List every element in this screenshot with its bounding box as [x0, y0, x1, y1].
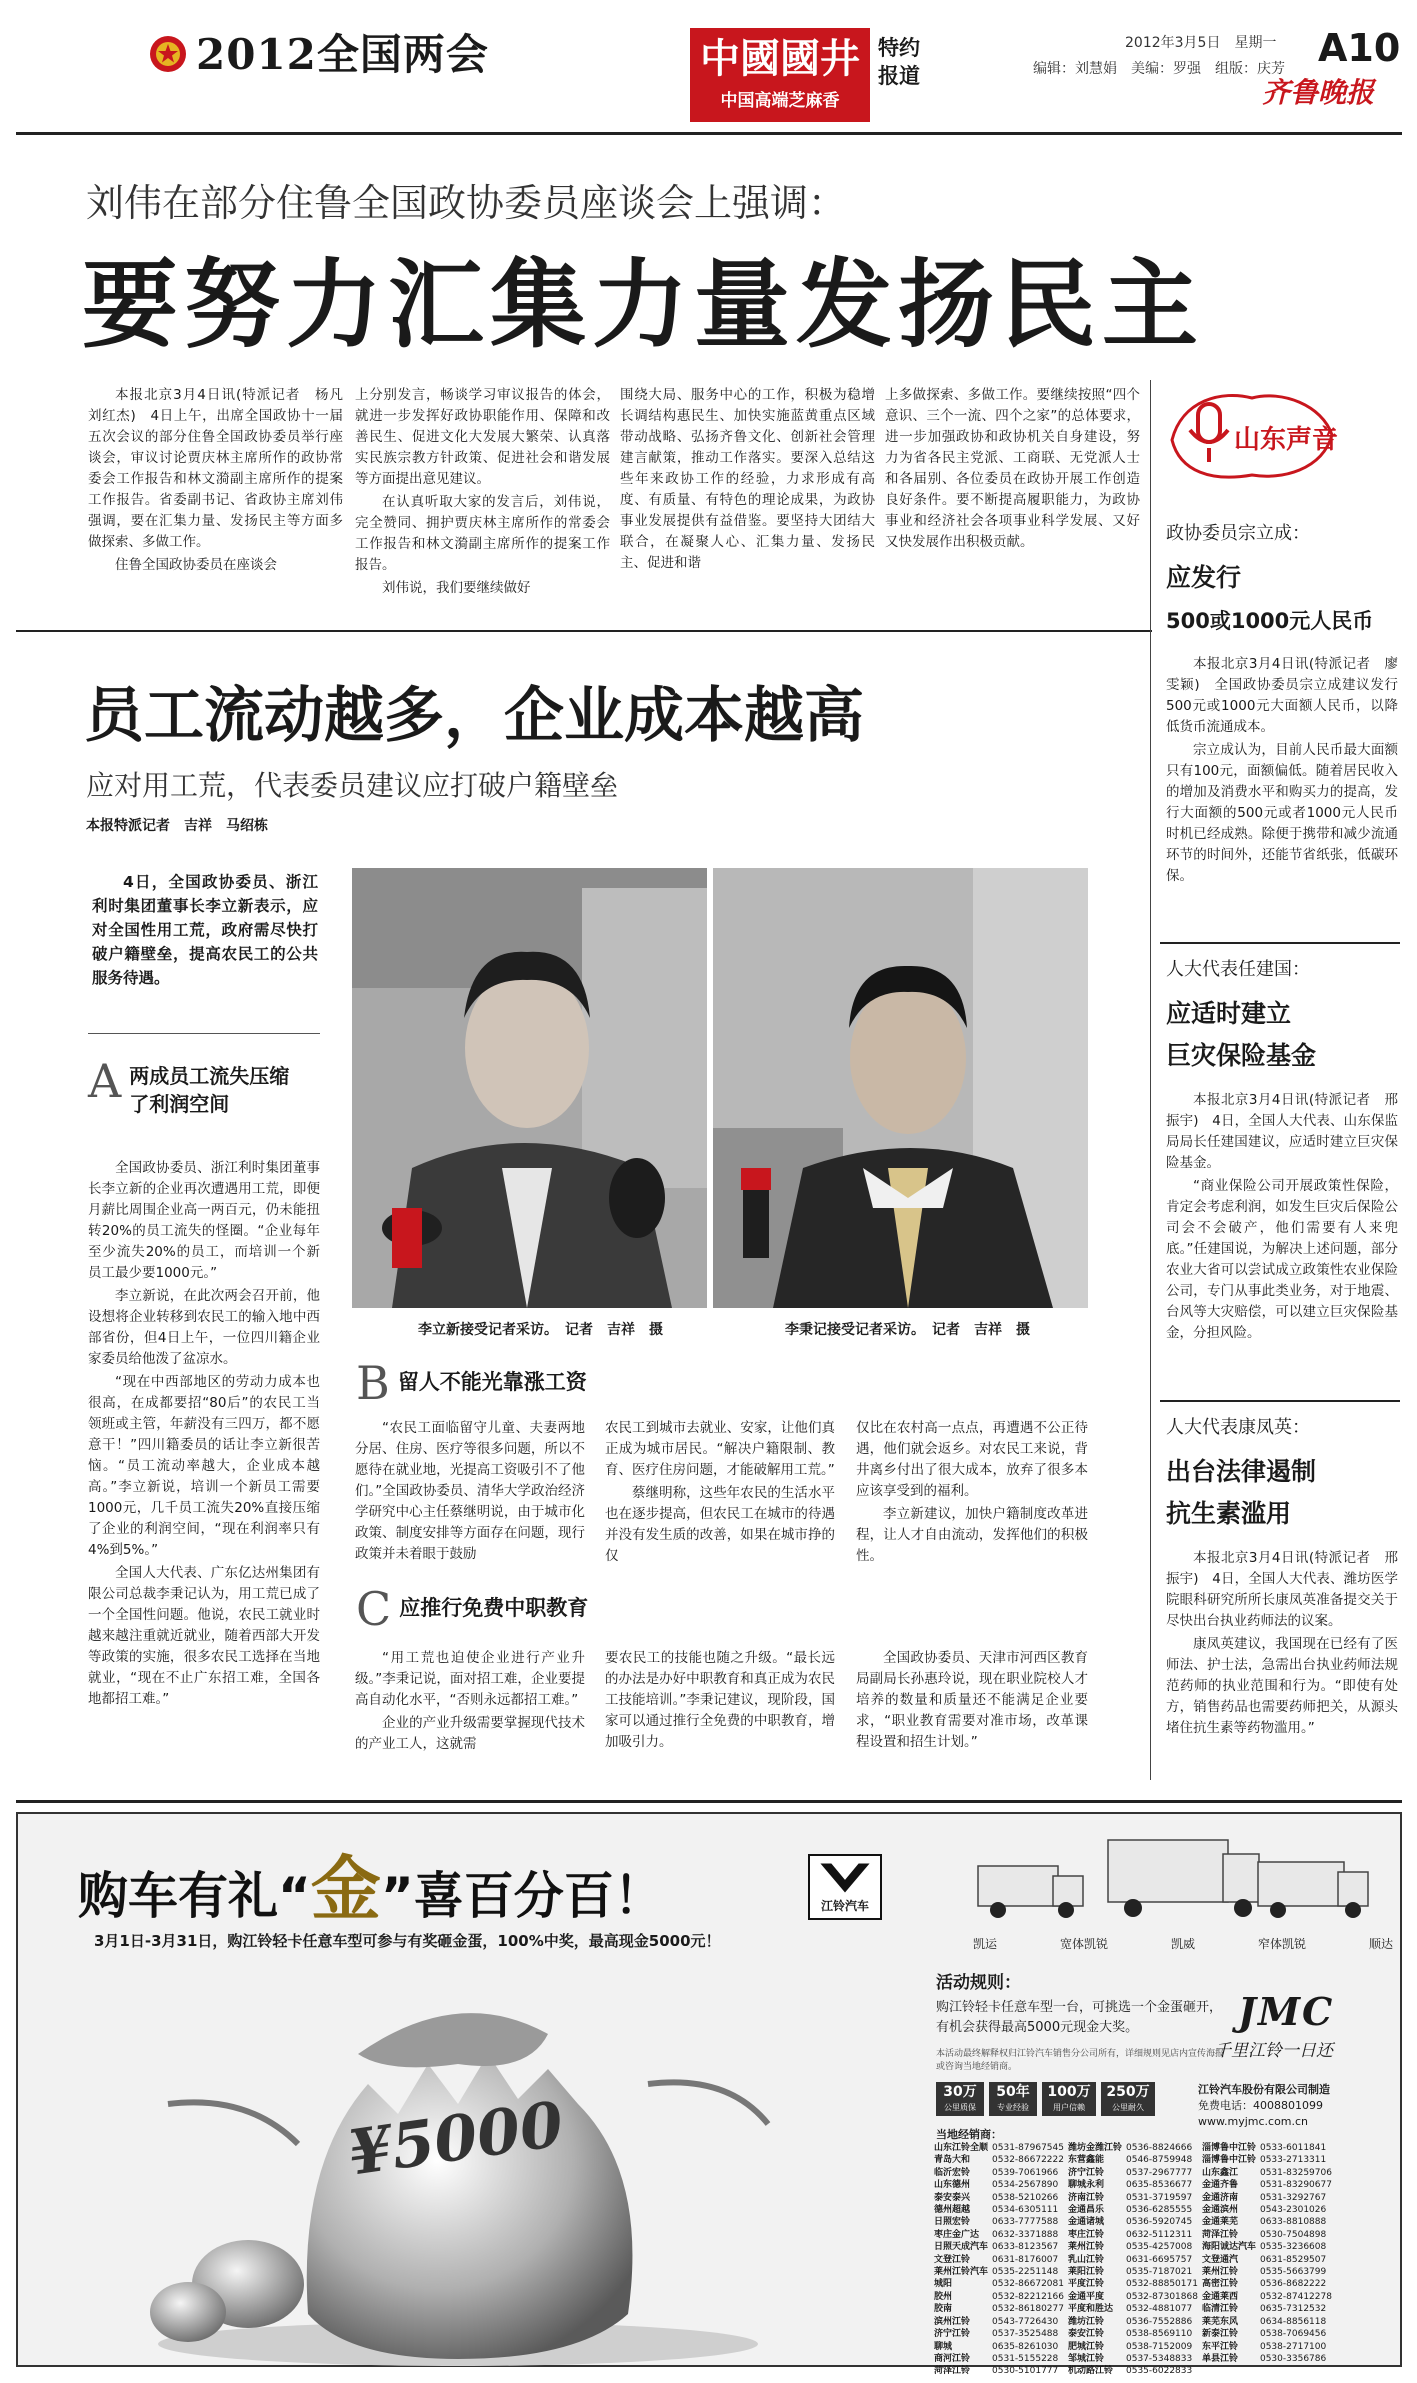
- dealer-phone: 0536-6285555: [1126, 2205, 1193, 2216]
- sidebar-item-3-p2: 康凤英建议，我国现在已经有了医师法、护士法，急需出台执业药师法规范药师的执业范围和行为。“即使有处方，销售药品也需要药师把关，从源头堵住抗生素等药物滥用。”: [1166, 1636, 1398, 1736]
- dealer-phone: 0633-8123567: [992, 2242, 1059, 2253]
- sponsor-brand: 中國國井: [700, 35, 860, 82]
- dealer-name: 乳山江铃: [1067, 2254, 1104, 2265]
- dealer-phone: 0530-3356786: [1259, 2353, 1327, 2364]
- story1-col1: [88, 385, 357, 578]
- dealer-phone: 0632-5112311: [1126, 2229, 1193, 2240]
- dealer-phone: 0536-8824666: [1126, 2143, 1193, 2153]
- story2-subhead: 应对用工荒，代表委员建议应打破户籍壁垒: [86, 769, 619, 802]
- dealer-phone: 0535-4257008: [1126, 2242, 1193, 2253]
- dealer-name: 莱阳江铃: [1067, 2267, 1104, 2278]
- dealer-name: 金通莱芜: [1201, 2217, 1238, 2228]
- dealer-name: 聊城: [934, 2341, 953, 2352]
- dealer-name: 平度江铃: [1067, 2279, 1104, 2290]
- dealer-phone: 0543-7726430: [992, 2316, 1059, 2327]
- dealer-phone: 0532-86672081: [992, 2279, 1064, 2290]
- dealer-phone: 0532-4881077: [1126, 2304, 1193, 2315]
- ad-headline-gold: 金: [310, 1848, 381, 1930]
- dealer-phone: 0534-6305111: [992, 2205, 1059, 2216]
- photo-li-lixin: [352, 868, 707, 1308]
- truck-labels: [973, 1936, 1393, 1952]
- dealer-name: 胶南: [934, 2304, 953, 2315]
- event-title: 2012全国两会: [196, 30, 489, 79]
- dealer-name: 滨州江铃: [934, 2316, 971, 2327]
- national-emblem-icon: [148, 34, 188, 74]
- dealer-name: 聊城永利: [1067, 2180, 1104, 2191]
- dealer-phone: 0531-83290677: [1259, 2180, 1332, 2191]
- dealer-row: [932, 2154, 1334, 2166]
- truck-lineup: [958, 1832, 1378, 1942]
- section-b-letter: B: [356, 1356, 390, 1410]
- sidebar-item-2-title1: 应适时建立: [1166, 999, 1292, 1028]
- dealer-phone: 0631-8529507: [1259, 2254, 1327, 2265]
- badge-1-value: 30万: [943, 2084, 977, 2100]
- dealer-name: 济宁江铃: [934, 2329, 971, 2340]
- dealer-name: 德州超越: [934, 2205, 971, 2216]
- dealer-phone: 0535-3236608: [1259, 2242, 1327, 2253]
- sidebar-item-1-p2: 宗立成认为，目前人民币最大面额只有100元，面额偏低。随着居民收入的增加及消费水平和购买力的提高，发行大面额的500元或者1000元人民币时机已经成熟。除便于携带和减少流通环节的时间外，还能节省纸张，低碳环保。: [1166, 742, 1398, 884]
- dealer-name: 文登通汽: [1201, 2254, 1238, 2265]
- section-a-letter: A: [88, 1054, 122, 1108]
- dealer-name: 金通齐鲁: [1201, 2180, 1238, 2191]
- dealers-title: 当地经销商：: [936, 2128, 1002, 2141]
- dealer-phone: 0635-8536677: [1126, 2180, 1193, 2191]
- section-c-col2-p1: 要农民工的技能也随之升级。“最长远的办法是办好中职教育和真正成为农民工技能培训。”李秉记建议，现阶段，国家可以通过推行全免费的中职教育，增加吸引力。: [605, 1650, 835, 1750]
- story2-lead-text: 4日，全国政协委员、浙江利时集团董事长李立新表示，应对全国性用工荒，政府需尽快打破户籍壁垒，提高农民工的公共服务待遇。: [92, 873, 318, 987]
- section-a-body: [88, 1158, 320, 1712]
- story2-lead-rule: [88, 1033, 320, 1034]
- dealer-phone: 0531-87967545: [992, 2143, 1064, 2153]
- dealer-phone: 0538-5210266: [992, 2192, 1059, 2203]
- dealer-phone: 0531-3292767: [1259, 2192, 1327, 2203]
- dealer-phone: 0537-5348833: [1126, 2353, 1193, 2364]
- ad-website: www.myjmc.com.cn: [1198, 2115, 1309, 2128]
- sidebar-item-3-title1: 出台法律遏制: [1166, 1457, 1317, 1486]
- sidebar-item-2-p1: 本报北京3月4日讯(特派记者 邢振宇) 4日，全国人大代表、山东保监局局长任建国建议，应适时建立巨灾保险基金。: [1166, 1092, 1398, 1171]
- dealer-name: 金通滨州: [1201, 2205, 1238, 2216]
- ad-rules-title: 活动规则：: [936, 1973, 1021, 1993]
- shandong-voice-logo-text: 山东声音: [1234, 425, 1339, 455]
- dealer-table: [932, 2142, 1334, 2378]
- section-a-head: [88, 1054, 318, 1118]
- dealer-phone: 0531-5155228: [992, 2353, 1059, 2364]
- dealer-name: 青岛大和: [934, 2155, 971, 2166]
- dealer-row: [932, 2254, 1334, 2266]
- truck-label-3: 凯威: [1170, 1937, 1195, 1951]
- sidebar-item-3-p1: 本报北京3月4日讯(特派记者 邢振宇) 4日，全国人大代表、潍坊医学院眼科研究所所长康凤英准备提交关于尽快出台执业药师法的议案。: [1166, 1550, 1398, 1629]
- shandong-voice-logo: [1162, 380, 1340, 490]
- dealer-phone: 0538-8569110: [1126, 2329, 1193, 2340]
- dealer-name: 文登江铃: [934, 2254, 971, 2265]
- dealer-row: [932, 2316, 1334, 2328]
- section-a-title: 两成员工流失压缩了利润空间: [129, 1064, 290, 1116]
- dealer-name: 金通昌乐: [1067, 2205, 1104, 2216]
- dealer-phone: 0538-7069456: [1259, 2329, 1327, 2340]
- dealer-name: 机动路江铃: [1067, 2366, 1113, 2377]
- dealer-name: 新泰江铃: [1201, 2329, 1238, 2340]
- dealer-phone: 0533-2713311: [1259, 2155, 1327, 2166]
- badge-4: [1101, 2082, 1155, 2116]
- photo2-caption: 李秉记接受记者采访。 记者 吉祥 摄: [785, 1322, 1030, 1338]
- sidebar-item-3-title2: 抗生素滥用: [1166, 1499, 1292, 1528]
- dealer-row: [932, 2241, 1334, 2253]
- dealer-phone: 0537-2967777: [1126, 2167, 1193, 2178]
- dealer-phone: 0532-87301868: [1126, 2291, 1198, 2302]
- truck-label-5: 顺达: [1368, 1937, 1393, 1951]
- badge-4-value: 250万: [1106, 2084, 1150, 2100]
- dealer-name: 泰安江铃: [1067, 2329, 1104, 2340]
- photo-li-bingji: [713, 868, 1088, 1308]
- dealer-name: 金通莱西: [1201, 2291, 1238, 2302]
- dealer-name: [1200, 2365, 1258, 2377]
- dealer-name: 金通济南: [1201, 2192, 1238, 2203]
- ad-headline-a: 购车有礼: [78, 1867, 278, 1925]
- dealer-phone: 0533-6011841: [1259, 2143, 1327, 2153]
- sidebar-item-2: [1166, 958, 1398, 1346]
- badge-2-sub: 专业经验: [997, 2103, 1029, 2112]
- dealer-phone: 0536-8682222: [1259, 2279, 1327, 2290]
- dealer-name: 山东江铃全顺: [934, 2143, 989, 2153]
- sidebar: [1160, 380, 1405, 1780]
- dealer-row: [932, 2216, 1334, 2228]
- ad-brand-badge: [808, 1854, 882, 1920]
- dealer-name: 金通平度: [1067, 2291, 1104, 2302]
- dealer-name: 东营鑫能: [1067, 2155, 1104, 2166]
- dealer-name: 平度和胜达: [1067, 2304, 1113, 2315]
- badge-3: [1042, 2082, 1096, 2116]
- dealer-name: 莱芜东风: [1201, 2316, 1238, 2327]
- ad-badges: [936, 2082, 1155, 2116]
- section-c-col2: [605, 1648, 835, 1755]
- dealer-name: 莱州江铃: [1201, 2267, 1238, 2278]
- section-b-head: [356, 1356, 756, 1410]
- dealer-phone: 0534-2567890: [992, 2180, 1059, 2191]
- story1-col3-p1: 围绕大局、服务中心的工作，积极为稳增长调结构惠民生、加快实施蓝黄重点区域带动战略、弘扬齐鲁文化、创新社会管理建言献策，推动工作落实。要深入总结这些年来政协工作的经验，力求形成有高度、有质量、有特色的理论成果，为政协事业发展提供有益借鉴。要坚持大团结大联合，在凝聚人心、汇集力量、发扬民主、促进和谐: [620, 387, 875, 571]
- ad-headline-b: 喜百分百！: [413, 1867, 664, 1925]
- dealer-name: 临清江铃: [1201, 2304, 1238, 2315]
- dealer-phone: [1258, 2365, 1334, 2377]
- dealer-row: [932, 2353, 1334, 2365]
- dealer-name: 济宁江铃: [1067, 2167, 1104, 2178]
- section-a-p2: 李立新说，在此次两会召开前，他设想将企业转移到农民工的输入地中西部省份，但4日上午，一位四川籍企业家委员给他泼了盆凉水。: [88, 1288, 320, 1367]
- dealer-row: [932, 2328, 1334, 2340]
- special-tag: 特约报道: [878, 36, 920, 88]
- dealer-phone: 0631-6695757: [1126, 2254, 1193, 2265]
- dealer-row: [932, 2291, 1334, 2303]
- sidebar-rule-1: [1160, 942, 1400, 944]
- dealer-row: [932, 2303, 1334, 2315]
- dealer-phone: 0532-88850171: [1126, 2279, 1198, 2290]
- dealer-phone: 0634-8856118: [1259, 2316, 1327, 2327]
- dealer-row: [932, 2142, 1334, 2154]
- dealer-name: 莱州江铃汽车: [934, 2267, 989, 2278]
- dealer-name: 肥城江铃: [1067, 2341, 1104, 2352]
- truck-label-4: 窄体凯锐: [1257, 1937, 1306, 1951]
- dealer-name: 临沂宏铃: [934, 2167, 971, 2178]
- dealer-phone: 0530-7504898: [1259, 2229, 1327, 2240]
- dealer-name: 潍坊江铃: [1067, 2316, 1104, 2327]
- editor-credits: 编辑：刘慧娟 美编：罗强 组版：庆芳: [1033, 61, 1285, 77]
- section-a-p1: 全国政协委员、浙江利时集团董事长李立新的企业再次遭遇用工荒，即便月薪比周围企业高一两百元，仍未能扭转20%的员工流失的怪圈。“企业每年至少流失20%的员工，而培训一个新员工最少要1000元。”: [88, 1160, 320, 1281]
- story1-col1-p1: 本报北京3月4日讯(特派记者 杨凡 刘红杰) 4日上午，出席全国政协十一届五次会议的部分住鲁全国政协委员举行座谈会，审议讨论贾庆林主席所作的政协常委会工作报告和林文漪副主席所作的提案工作报告。省委副书记、省政协主席刘伟强调，要在汇集力量、发扬民主等方面多做探索、多做工作。: [88, 387, 357, 550]
- ad-brand-name: 江铃汽车: [820, 1899, 869, 1913]
- section-c-col3-p1: 全国政协委员、天津市河西区教育局副局长孙惠玲说，现在职业院校人才培养的数量和质量还不能满足企业要求，“职业教育需要对准市场，改革课程设置和招生计划。”: [856, 1650, 1088, 1750]
- sponsor-slogan: 中国高端芝麻香: [720, 91, 840, 111]
- section-c-title: 应推行免费中职教育: [399, 1596, 589, 1620]
- dealer-name: 山东鑫江: [1201, 2167, 1238, 2178]
- ad-rules-text: 购江铃轻卡任意车型一台，可挑选一个金蛋砸开，有机会获得最高5000元现金大奖。: [936, 2000, 1223, 2035]
- dealer-name: 城阳: [934, 2279, 953, 2290]
- section-c-col1-p1: “用工荒也迫使企业进行产业升级。”李秉记说，面对招工难，企业要提高自动化水平，“否则永远都招工难。”: [355, 1650, 585, 1708]
- section-b-title: 留人不能光靠涨工资: [397, 1370, 587, 1394]
- sidebar-item-2-kicker: 人大代表任建国：: [1166, 959, 1310, 980]
- dealer-phone: 0538-2717100: [1259, 2341, 1327, 2352]
- dealer-phone: 0532-87412278: [1259, 2291, 1332, 2302]
- sidebar-rule-2: [1160, 1400, 1400, 1402]
- sidebar-item-2-p2: “商业保险公司开展政策性保险，肯定会考虑利润，如发生巨灾后保险公司会不会破产，他们需要有人来兜底。”任建国说，为解决上述问题，部分农业大省可以尝试成立政策性农业保险公司，专门从事此类业务，对于地震、台风等大灾赔偿，可以建立巨灾保险基金，分担风险。: [1166, 1178, 1398, 1341]
- sidebar-item-3-kicker: 人大代表康凤英：: [1166, 1417, 1310, 1438]
- dealer-phone: 0536-7552886: [1126, 2316, 1193, 2327]
- dealer-name: 枣庄江铃: [1067, 2229, 1104, 2240]
- dealer-name: 山东德州: [934, 2180, 971, 2191]
- dealer-phone: 0632-3371888: [992, 2229, 1059, 2240]
- dealer-phone: 0532-86672222: [992, 2155, 1064, 2166]
- sidebar-divider: [1150, 380, 1151, 1780]
- sidebar-item-1-kicker: 政协委员宗立成：: [1166, 523, 1310, 544]
- ad-rules-note: 本活动最终解释权归江铃汽车销售分公司所有，详细规则见店内宣传海报或咨询当地经销商。: [936, 2049, 1225, 2072]
- ad-headline-quote-open: “: [278, 1867, 311, 1925]
- section-b-col1-p1: “农民工面临留守儿童、夫妻两地分居、住房、医疗等很多问题，所以不愿待在就业地，光提高工资吸引不了他们。”全国政协委员、清华大学政治经济学研究中心主任蔡继明说，由于城市化政策、制度安排等方面存在问题，现行政策并未着眼于鼓励: [355, 1420, 585, 1562]
- page-number: A10: [1318, 26, 1401, 70]
- jmc-advertisement: [16, 1812, 1402, 2377]
- dealer-row: [932, 2266, 1334, 2278]
- section-a-p4: 全国人大代表、广东亿达州集团有限公司总裁李秉记认为，用工荒已成了一个全国性问题。他说，农民工就业时越来越注重就近就业，随着西部大开发等政策的实施，很多农民工选择在当地就业，“现在不止广东招工难，全国各地都招工难。”: [88, 1565, 320, 1707]
- story1-col4: [885, 385, 1140, 555]
- masthead-rule: [16, 132, 1402, 135]
- story1-bottom-rule: [16, 630, 1152, 632]
- story1-col2-p3: 刘伟说，我们要继续做好: [382, 580, 531, 596]
- badge-2-value: 50年: [996, 2084, 1030, 2100]
- ad-company: 江铃汽车股份有限公司制造: [1198, 2083, 1330, 2096]
- story1-headline: 要努力汇集力量发扬民主: [82, 249, 1204, 361]
- masthead: [0, 0, 1417, 132]
- jmc-slogan: 千里江铃一日还: [1214, 2041, 1333, 2061]
- story2-lead: [92, 870, 318, 992]
- section-b-col2-p1: 农民工到城市去就业、安家，让他们真正成为城市居民。“解决户籍限制、教育、医疗住房问题，才能破解用工荒。”: [605, 1420, 835, 1478]
- dealer-name: 枣庄金广达: [934, 2229, 980, 2240]
- story1-col2-p2: 在认真听取大家的发言后，刘伟说，完全赞同、拥护贾庆林主席所作的常委会工作报告和林文漪副主席所作的提案工作报告。: [355, 494, 610, 573]
- dealer-row: [932, 2278, 1334, 2290]
- dealer-name: 菏泽江铃: [934, 2366, 971, 2377]
- egg-amount: ¥5000: [343, 2087, 568, 2190]
- dealer-name: 高密江铃: [1201, 2279, 1238, 2290]
- dealer-name: 日照宏铃: [934, 2217, 971, 2228]
- section-a-p3: “现在中西部地区的劳动力成本也很高，在成都要招“80后”的农民工当领班或主管，年薪没有三四万，都不愿意干！”四川籍委员的话让李立新很苦恼。“员工流动率越大，企业成本越高。”李立新说，培训一个新员工需要1000元，几千员工流失20%直接压缩了企业的利润空间，“现在利润率只有4%到5%。”: [88, 1374, 320, 1558]
- dealer-phone: 0532-86180277: [992, 2304, 1064, 2315]
- content-bottom-rule: [16, 1800, 1402, 1803]
- dealer-phone: 0536-5920745: [1126, 2217, 1193, 2228]
- dealer-name: 菏泽江铃: [1201, 2229, 1238, 2240]
- dealer-name: 淄博鲁中江铃: [1201, 2143, 1256, 2153]
- story1-col1-p2: 住鲁全国政协委员在座谈会: [115, 557, 277, 573]
- dealer-name: 金通诸城: [1067, 2217, 1104, 2228]
- badge-4-sub: 公里耐久: [1112, 2103, 1144, 2112]
- dealer-name: 胶州: [934, 2291, 953, 2302]
- dealer-phone: 0535-5663799: [1259, 2267, 1327, 2278]
- sidebar-item-3: [1166, 1416, 1398, 1741]
- story1-col3: [620, 385, 875, 576]
- dealer-row: [932, 2204, 1334, 2216]
- paper-name: 齐鲁晚报: [1262, 76, 1375, 109]
- dealer-phone: 0535-2251148: [992, 2267, 1059, 2278]
- badge-1: [936, 2082, 984, 2116]
- dealer-phone: 0532-82212166: [992, 2291, 1064, 2302]
- truck-label-2: 宽体凯锐: [1059, 1937, 1108, 1951]
- section-b-col3-p1: 仅比在农村高一点点，再遭遇不公正待遇，他们就会返乡。对农民工来说，背井离乡付出了很大成本，放弃了很多本应该享受到的福利。: [856, 1420, 1088, 1499]
- dealer-phone: 0530-5101777: [992, 2366, 1059, 2377]
- dealer-phone: 0543-2301026: [1259, 2205, 1327, 2216]
- dealer-phone: 0539-7061966: [992, 2167, 1059, 2178]
- dealer-phone: 0633-7777588: [992, 2217, 1059, 2228]
- dealer-name: 潍坊金潍江铃: [1067, 2143, 1122, 2153]
- story2-byline: 本报特派记者 吉祥 马绍栋: [86, 818, 268, 834]
- dealer-phone: 0531-3719597: [1126, 2192, 1193, 2203]
- dealer-row: [932, 2167, 1334, 2179]
- story2-headline: 员工流动越多，企业成本越高: [84, 681, 864, 751]
- sidebar-item-2-title2: 巨灾保险基金: [1166, 1041, 1317, 1070]
- story1-col2-p1: 上分别发言，畅谈学习审议报告的体会，就进一步发挥好政协职能作用、保障和改善民生、促进文化大发展大繁荣、认真落实民族宗教方针政策、促进社会和谐发展等方面提出意见建议。: [355, 387, 610, 487]
- story1-col2: [355, 385, 610, 601]
- dealer-row: [932, 2365, 1334, 2377]
- jmc-logo: JMC: [1238, 1989, 1335, 2034]
- section-b-col3: [856, 1418, 1088, 1569]
- dealer-row: [932, 2341, 1334, 2353]
- dealer-phone: 0635-7312532: [1259, 2304, 1327, 2315]
- sponsor-ad: [690, 28, 870, 122]
- dealer-phone: 0631-8176007: [992, 2254, 1059, 2265]
- truck-label-1: 凯运: [973, 1937, 998, 1951]
- dealer-phone: 0531-83259706: [1259, 2167, 1332, 2178]
- sidebar-item-1-title1: 应发行: [1166, 563, 1242, 592]
- section-b-col3-p2: 李立新建议，加快户籍制度改革进程，让人才自由流动，发挥他们的积极性。: [856, 1506, 1088, 1564]
- section-c-col1: [355, 1648, 585, 1757]
- story1-kicker: 刘伟在部分住鲁全国政协委员座谈会上强调：: [86, 181, 847, 225]
- photo1-caption: 李立新接受记者采访。 记者 吉祥 摄: [418, 1322, 663, 1338]
- dealer-phone: 0535-7187021: [1126, 2267, 1193, 2278]
- sidebar-item-1: [1166, 522, 1398, 889]
- dealer-phone: 0546-8759948: [1126, 2155, 1193, 2166]
- dealer-row: [932, 2179, 1334, 2191]
- dealer-name: 济南江铃: [1067, 2192, 1104, 2203]
- section-c-col3: [856, 1648, 1088, 1755]
- dealer-phone: 0537-3525488: [992, 2329, 1059, 2340]
- ad-hotline: 免费电话：4008801099: [1198, 2099, 1323, 2112]
- section-c-head: [356, 1582, 756, 1636]
- dealer-name: 海阳诚达汽车: [1201, 2242, 1256, 2253]
- dealer-name: 邹城江铃: [1067, 2353, 1104, 2364]
- dealer-name: 商河江铃: [934, 2353, 971, 2364]
- sidebar-item-1-title2: 500或1000元人民币: [1166, 609, 1374, 633]
- section-b-col2-p2: 蔡继明称，这些年农民的生活水平也在逐步提高，但农民工在城市的待遇并没有发生质的改善，如果在城市挣的仅: [605, 1485, 835, 1564]
- section-b-col1: [355, 1418, 585, 1567]
- dealer-phone: 0538-7152009: [1126, 2341, 1193, 2352]
- dealer-phone: 0633-8810888: [1259, 2217, 1327, 2228]
- badge-3-sub: 用户信赖: [1053, 2103, 1085, 2112]
- section-b-col2: [605, 1418, 835, 1569]
- dealer-row: [932, 2229, 1334, 2241]
- dealer-name: 淄博鲁中江铃: [1201, 2155, 1256, 2166]
- badge-1-sub: 公里质保: [944, 2103, 976, 2112]
- dealer-name: 单县江铃: [1201, 2353, 1238, 2364]
- ad-subline: 3月1日-3月31日，购江铃轻卡任意车型可参与有奖砸金蛋，100%中奖，最高现金5000元！: [94, 1932, 721, 1950]
- dealer-name: 泰安泰兴: [934, 2192, 971, 2203]
- ad-headline-quote-close: ”: [380, 1867, 414, 1925]
- dealer-phone: 0535-6022833: [1126, 2366, 1193, 2377]
- sidebar-item-1-p1: 本报北京3月4日讯(特派记者 廖雯颖) 全国政协委员宗立成建议发行500元或1000元大面额人民币，以降低货币流通成本。: [1166, 656, 1398, 735]
- badge-2: [989, 2082, 1037, 2116]
- dealer-row: [932, 2192, 1334, 2204]
- dealer-name: 莱州江铃: [1067, 2242, 1104, 2253]
- golden-egg-image: [128, 1964, 788, 2364]
- issue-date: 2012年3月5日 星期一: [1125, 35, 1277, 51]
- dealer-name: 日照天成汽车: [934, 2242, 989, 2253]
- story1-col4-p1: 上多做探索、多做工作。要继续按照“四个意识、三个一流、四个之家”的总体要求，进一步加强政协和政协机关自身建设，努力为省各民主党派、工商联、无党派人士和各届别、各位委员在政协开展工作创造良好条件。要不断提高履职能力，为政协事业和经济社会各项事业科学发展、又好又快发展作出积极贡献。: [885, 387, 1140, 550]
- section-c-letter: C: [356, 1582, 392, 1636]
- dealer-phone: 0635-8261030: [992, 2341, 1059, 2352]
- badge-3-value: 100万: [1047, 2084, 1091, 2100]
- dealer-name: 东平江铃: [1201, 2341, 1238, 2352]
- section-c-col1-p2: 企业的产业升级需要掌握现代技术的产业工人，这就需: [355, 1715, 585, 1752]
